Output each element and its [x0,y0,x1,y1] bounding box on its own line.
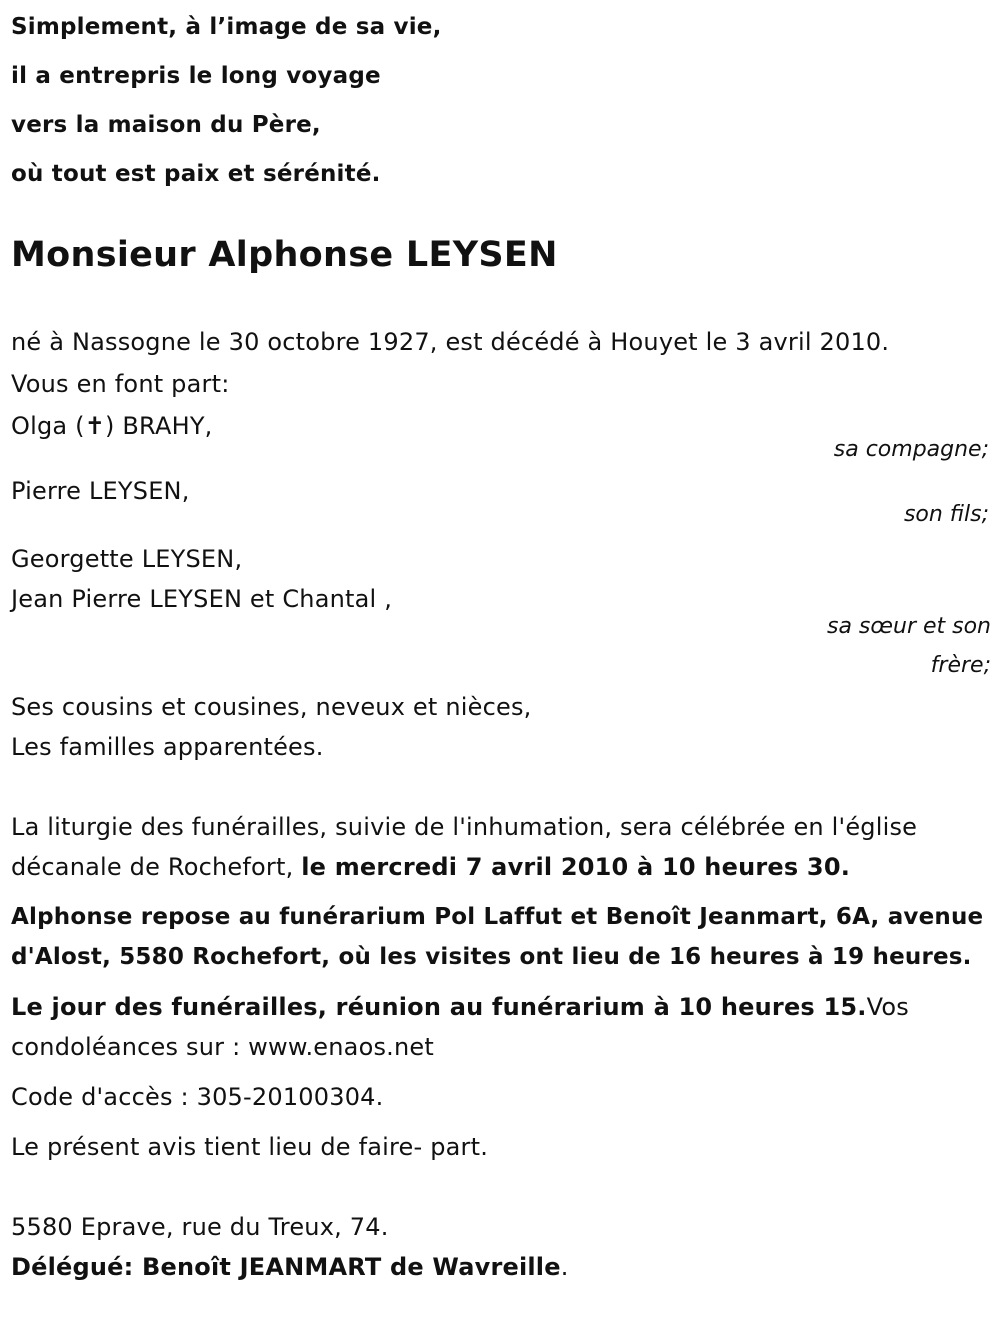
poem-line: il a entrepris le long voyage [11,63,381,89]
rest-paragraph: Alphonse repose au funérarium Pol Laffut et Benoît Jeanmart, 6A, avenue d'Alost, 5580 Rochefort, où les visites ont lieu de 16 heures à 19 heures. [11,904,984,970]
liturgy-text: La liturgie des funérailles, suivie de l'inhumation, sera célébrée en l'église décanale de Rochefort, [11,813,918,881]
access-code: Code d'accès : 305-20100304. [11,1083,384,1111]
condolences-text: Vos condoléances sur : www.enaos.net [11,993,909,1061]
poem [11,0,991,199]
relation-son: son fils; [903,502,989,527]
mourner-olga: Olga (✝) BRAHY, [11,412,213,440]
obituary-notice [11,0,991,1287]
mourner-cousins: Ses cousins et cousines, neveux et nièces, [11,693,532,721]
meeting-text: Le jour des funérailles, réunion au funérarium à 10 heures 15. [11,993,867,1021]
announce-intro: Vous en font part: [11,370,230,398]
relation-companion: sa compagne; [833,437,989,462]
delegate-end: . [560,1253,569,1281]
notice-line: Le présent avis tient lieu de faire- part. [11,1133,489,1161]
delegate-name: Délégué: Benoît JEANMART de Wavreille [11,1253,561,1281]
mourner-georgette: Georgette LEYSEN, [11,545,243,573]
liturgy-paragraph [11,807,991,887]
meeting-paragraph [11,987,991,1067]
poem-line: Simplement, à l’image de sa vie, [11,14,442,40]
liturgy-date: le mercredi 7 avril 2010 à 10 heures 30. [301,853,851,881]
mourner-jean-pierre: Jean Pierre LEYSEN et Chantal , [11,585,393,613]
deceased-name: Monsieur Alphonse LEYSEN [11,235,558,275]
relation-siblings: sa sœur et son frère; [826,614,991,678]
mourner-pierre: Pierre LEYSEN, [11,477,190,505]
poem-line: vers la maison du Père, [11,112,321,138]
mourner-families: Les familles apparentées. [11,733,324,761]
delegate-line [11,1247,991,1287]
address-line: 5580 Eprave, rue du Treux, 74. [11,1213,389,1241]
poem-line: où tout est paix et sérénité. [11,161,381,187]
birth-death-line: né à Nassogne le 30 octobre 1927, est décédé à Houyet le 3 avril 2010. [11,328,890,356]
